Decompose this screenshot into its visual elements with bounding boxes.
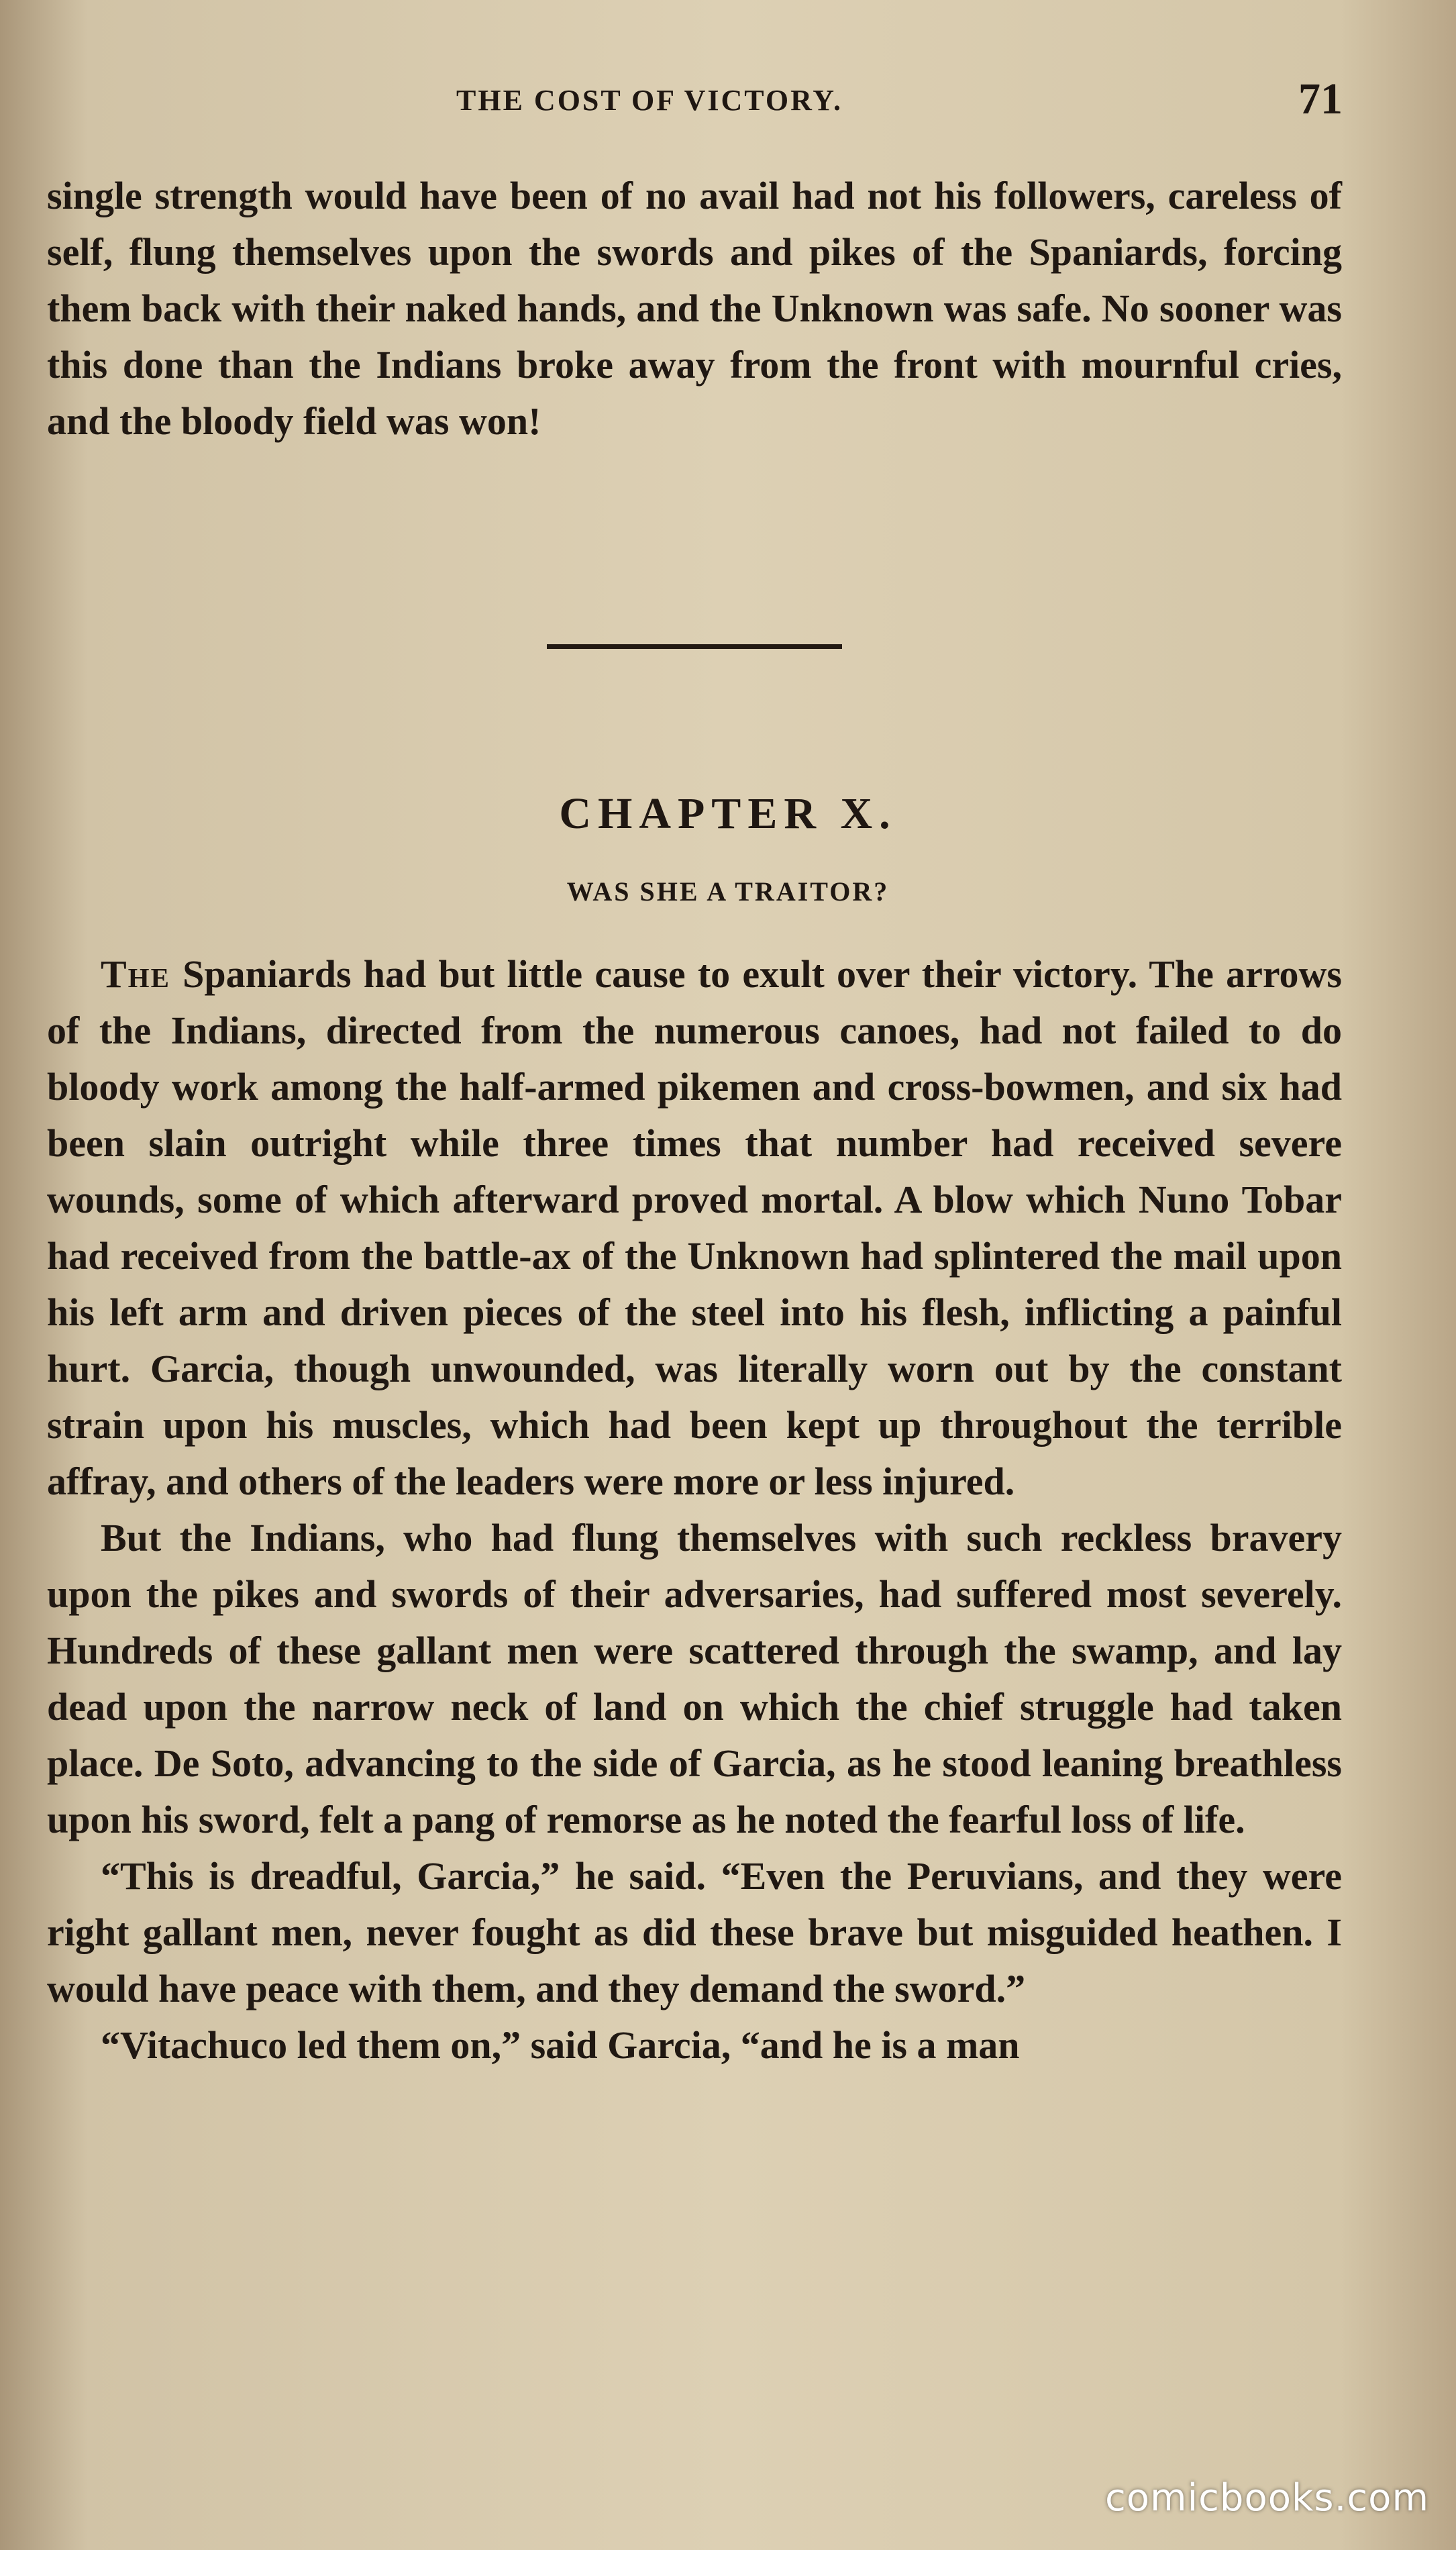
paragraph-text: single strength would have been of no avail had not his followers, careless of self, flung themselves upon the swords and pikes of the Spaniards, forcing them back with their naked hands, and the Unknown was safe. No sooner was this done than the Indians broke away from the front with mournful cries, and the bloody field was won! [47, 174, 1342, 443]
paragraph-text: Spaniards had but little cause to exult over their victory. The arrows of the Indians, directed from the numerous canoes, had not failed to do bloody work among the half-armed pikemen and cross-bowmen, and six had been slain outright while three times that number had received severe wounds, some of which afterward proved mortal. A blow which Nuno Tobar had received from the battle-ax of the Unknown had splintered the mail upon his left arm and driven pieces of the steel into his flesh, inflicting a painful hurt. Garcia, though unwounded, was literally worn out by the constant strain upon his muscles, which had been kept up throughout the terrible affray, and others of the leaders were more or less injured. [47, 952, 1342, 1503]
chapter-title: CHAPTER X. [559, 789, 897, 838]
watermark: comicbooks.com [1104, 2476, 1429, 2520]
lead-word: The [101, 952, 170, 996]
running-title: THE COST OF VICTORY. [456, 84, 843, 117]
page-number: 71 [1298, 74, 1343, 123]
section-divider [547, 644, 842, 649]
chapter-body [47, 946, 1342, 2074]
paragraph: “This is dreadful, Garcia,” he said. “Even the Peruvians, and they were right gallant men, never fought as did these brave but misguided heathen. I would have peace with them, and they demand the sword.” [47, 1854, 1342, 2010]
paragraph: “Vitachuco led them on,” said Garcia, “and he is a man [101, 2023, 1020, 2067]
page-header [0, 74, 1456, 134]
chapter-subtitle: WAS SHE A TRAITOR? [566, 876, 890, 907]
paragraph [47, 946, 1342, 1510]
paragraph-continuation [47, 168, 1342, 450]
paragraph: But the Indians, who had flung themselves with such reckless bravery upon the pikes and swords of their adversaries, had suffered most severely. Hundreds of these gallant men were scattered through the swamp, and lay dead upon the narrow neck of land on which the chief struggle had taken place. De Soto, advancing to the side of Garcia, as he stood leaning breathless upon his sword, felt a pang of remorse as he noted the fearful loss of life. [47, 1516, 1342, 1841]
